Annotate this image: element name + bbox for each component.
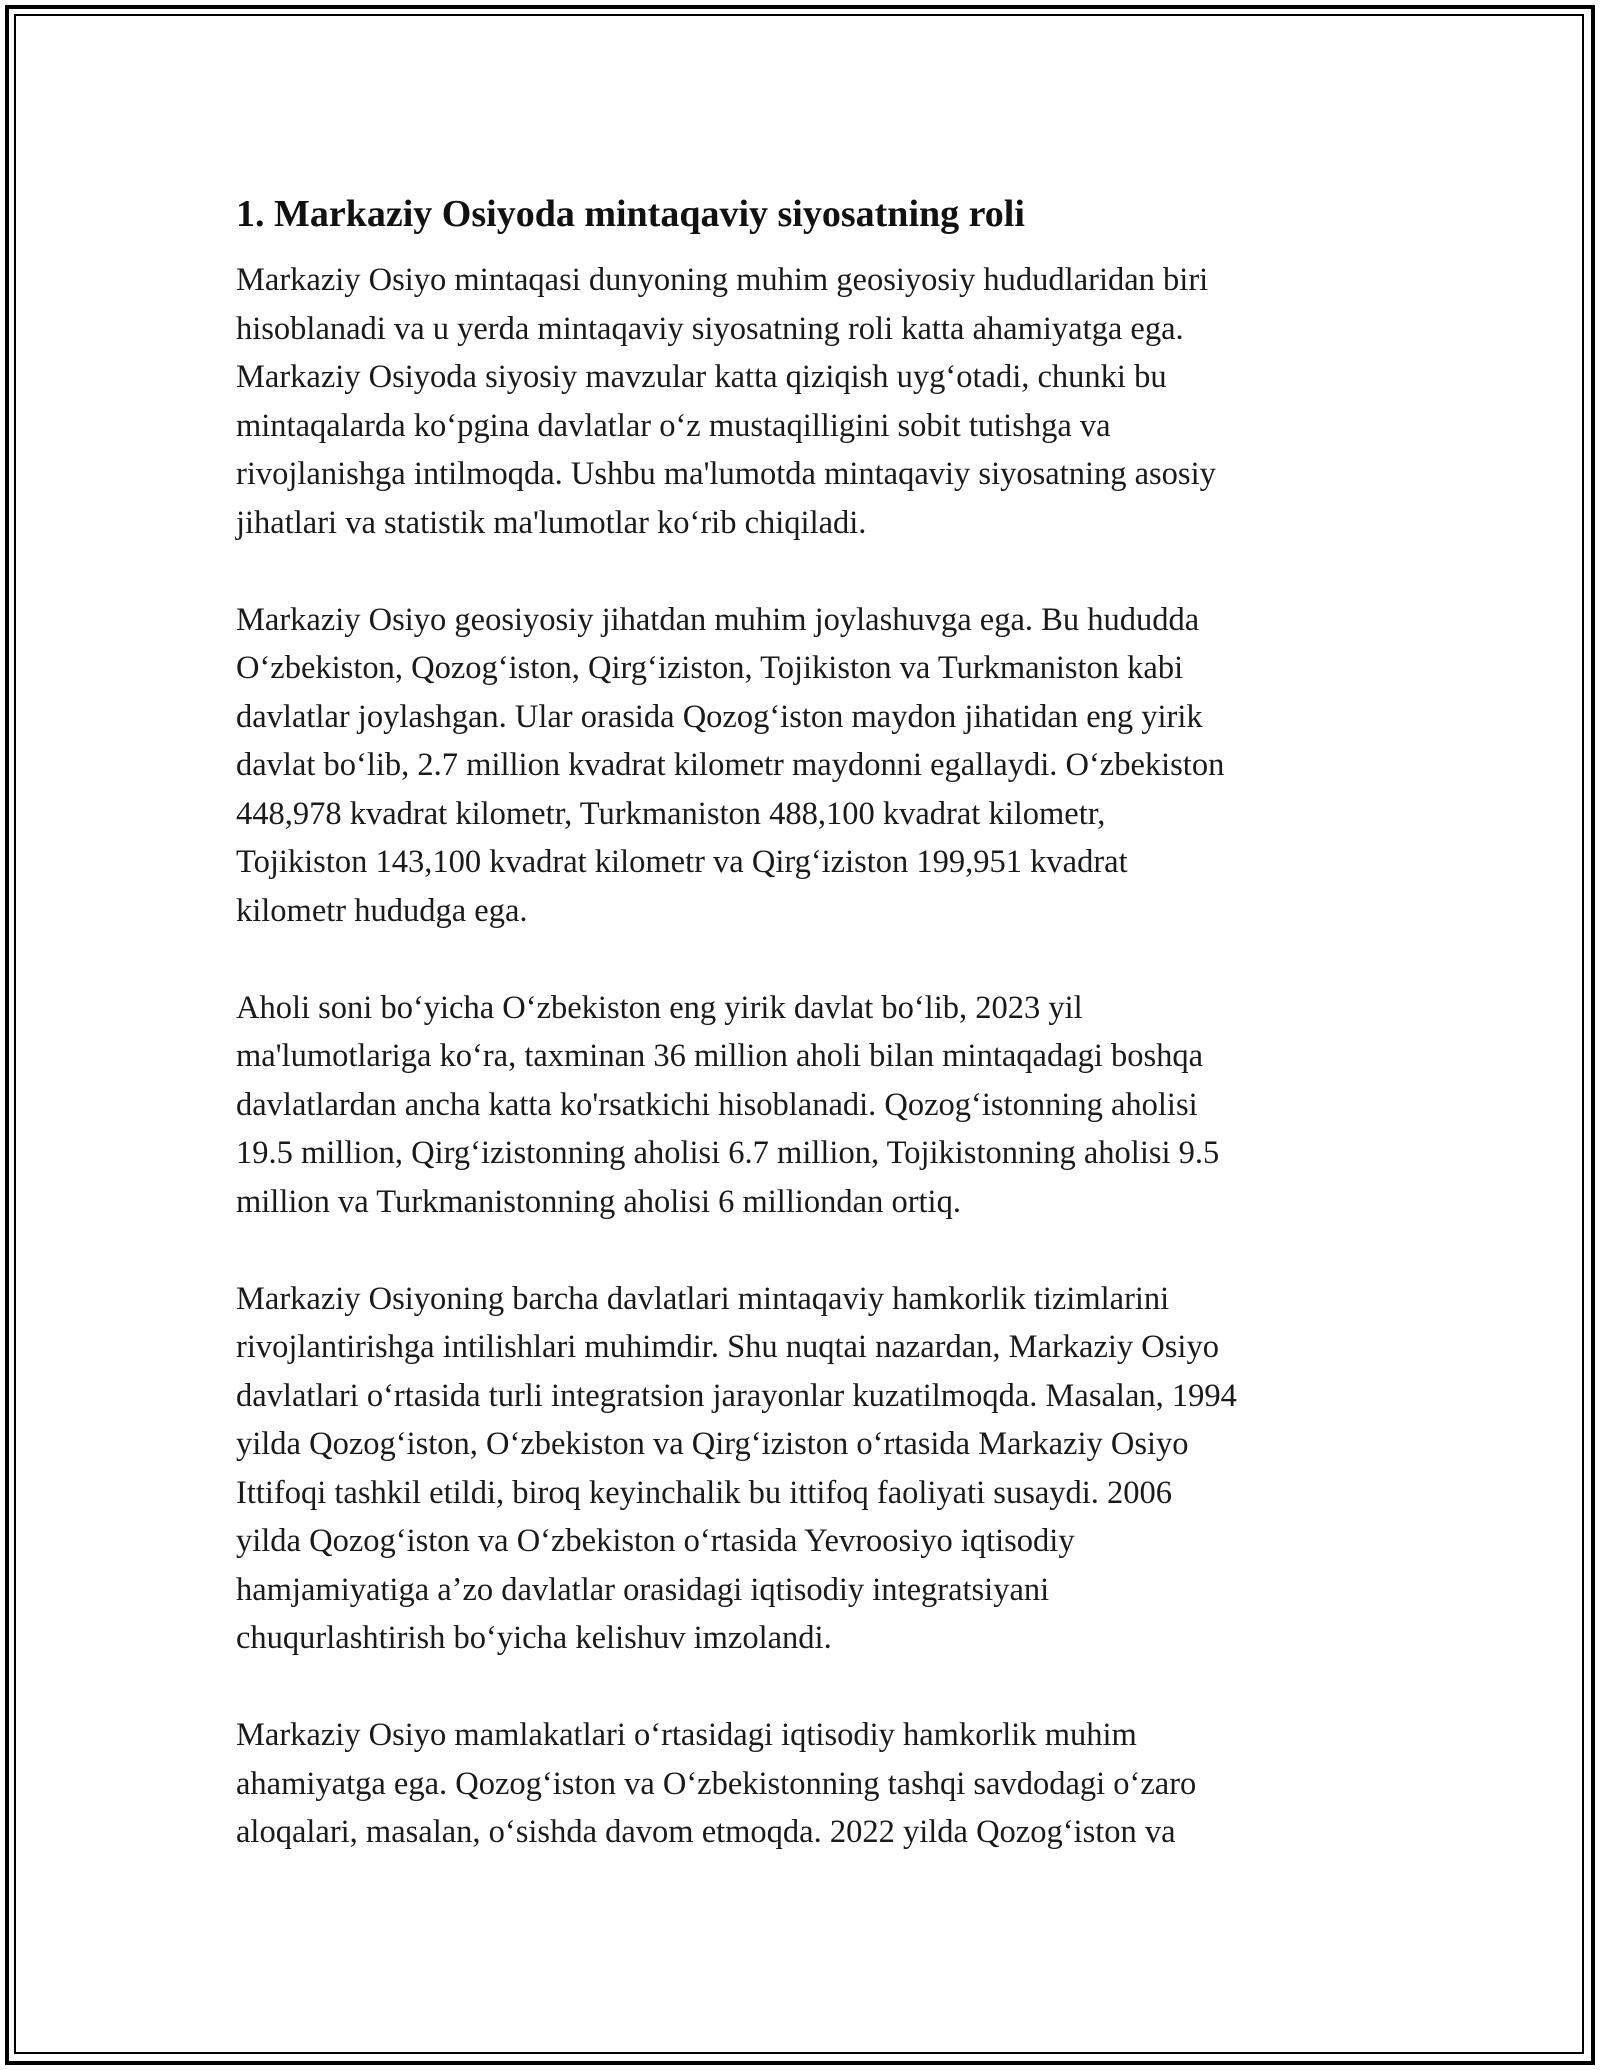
- section-heading: 1. Markaziy Osiyoda mintaqaviy siyosatning roli: [236, 193, 1025, 235]
- paragraph-intro: Markaziy Osiyo mintaqasi dunyoning muhim geosiyosiy hududlaridan biri hisoblanadi va u yerda mintaqaviy siyosatning roli katta ahamiyatga ega. Markaziy Osiyoda siyosiy mavzular katta qiziqish uygʻotadi, chunki bu mintaqalarda koʻpgina davlatlar oʻz mustaqilligini sobit tutishga va rivojlanishga intilmoqda. Ushbu ma'lumotda mintaqaviy siyosatning asosiy jihatlari va statistik ma'lumotlar koʻrib chiqiladi.: [236, 262, 1216, 541]
- paragraph-cooperation: Markaziy Osiyoning barcha davlatlari mintaqaviy hamkorlik tizimlarini rivojlantirishga intilishlari muhimdir. Shu nuqtai nazardan, Markaziy Osiyo davlatlari oʻrtasida turli integratsion jarayonlar kuzatilmoqda. Masalan, 1994 yilda Qozogʻiston, Oʻzbekiston va Qirgʻiziston oʻrtasida Markaziy Osiyo Ittifoqi tashkil etildi, biroq keyinchalik bu ittifoq faoliyati susaydi. 2006 yilda Qozogʻiston va Oʻzbekiston oʻrtasida Yevroosiyo iqtisodiy hamjamiyatiga aʼzo davlatlar orasidagi iqtisodiy integratsiyani chuqurlashtirish boʻyicha kelishuv imzolandi.: [236, 1280, 1237, 1656]
- paragraph-population: Aholi soni boʻyicha Oʻzbekiston eng yirik davlat boʻlib, 2023 yil ma'lumotlariga koʻra, taxminan 36 million aholi bilan mintaqadagi boshqa davlatlardan ancha katta ko'rsatkichi hisoblanadi. Qozogʻistonning aholisi 19.5 million, Qirgʻizistonning aholisi 6.7 million, Tojikistonning aholisi 9.5 million va Turkmanistonning aholisi 6 milliondan ortiq.: [236, 989, 1220, 1220]
- document-body: [236, 186, 1376, 1905]
- paragraph-economy: Markaziy Osiyo mamlakatlari oʻrtasidagi iqtisodiy hamkorlik muhim ahamiyatga ega. Qozogʻiston va Oʻzbekistonning tashqi savdodagi oʻzaro aloqalari, masalan, oʻsishda davom etmoqda. 2022 yilda Qozogʻiston va: [236, 1717, 1197, 1850]
- paragraph-geography: Markaziy Osiyo geosiyosiy jihatdan muhim joylashuvga ega. Bu hududda Oʻzbekiston, Qozogʻiston, Qirgʻiziston, Tojikiston va Turkmaniston kabi davlatlar joylashgan. Ular orasida Qozogʻiston maydon jihatidan eng yirik davlat boʻlib, 2.7 million kvadrat kilometr maydonni egallaydi. Oʻzbekiston 448,978 kvadrat kilometr, Turkmaniston 488,100 kvadrat kilometr, Tojikiston 143,100 kvadrat kilometr va Qirgʻiziston 199,951 kvadrat kilometr hududga ega.: [236, 601, 1225, 929]
